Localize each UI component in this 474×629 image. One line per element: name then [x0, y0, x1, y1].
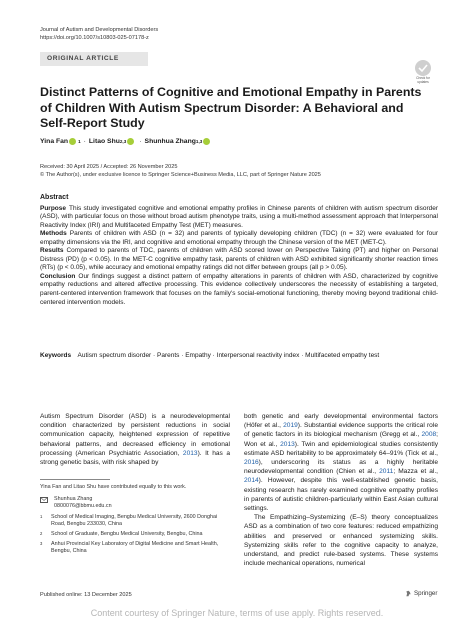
affiliation-number: 3	[40, 541, 43, 546]
received-accepted: Received: 30 April 2025 / Accepted: 26 November 2025	[40, 164, 178, 170]
abstract-text: Compared to parents of TDC, parents of children with ASD scored lower on Perspective Taking (PT) and higher on Personal Distress (PD) (p < 0.05). In the MET-C cognitive empathy task, parents of children with ASD exhibited significantly shorter reaction times (RTs) (p < 0.05), while accuracy and emotional empathy ratings did not differ between groups (all p > 0.05).	[40, 247, 438, 272]
body-text: Autism Spectrum Disorder (ASD) is a neurodevelopmental condition characterized by persistent reductions in social communication capacity, heightened expression of repetitive behavioral patterns, and decreased efficiency in emotional processing (American Psychiatric Association,	[40, 413, 230, 457]
body-text: ; Mazza et al.,	[393, 468, 439, 476]
footnote-divider	[40, 479, 110, 480]
author-separator: ·	[83, 138, 86, 145]
affiliation-number: 2	[40, 531, 43, 536]
body-column-left	[40, 412, 230, 467]
abstract-label: Results	[40, 247, 64, 255]
body-text: ), underscoring its status as a highly heritable neurodevelopmental condition (Chien et al.,	[244, 459, 438, 476]
abstract-text: This study investigated cognitive and emotional empathy profiles in Chinese parents of children with autism spectrum disorder (ASD), with particular focus on those without broad autism phenotype traits, using a multi-method assessment approach that Interpersonal Reactivity Index (IRI) and Multifaceted Empathy Test (MET) measures.	[40, 204, 438, 229]
body-paragraph: The Empathizing–Systemizing (E–S) theory conceptualizes ASD as a combination of two core features: reduced empathizing abilities and preserved or enhanced systemizing skills. Systemizing skills refer to the cognitive capacity to analyze, understand, and predict rule-based systems. These systems include mechanical operations, numerical	[244, 514, 438, 568]
body-text: ). However, despite this well-established genetic basis, existing research has rarely examined cognitive empathy profiles in parents of autistic children-particularly within East Asian cultural settings.	[244, 477, 438, 513]
journal-name: Journal of Autism and Developmental Disorders	[40, 27, 159, 33]
corresponding-author	[40, 496, 232, 510]
abstract-methods	[40, 230, 438, 247]
abstract-conclusion	[40, 273, 438, 307]
citation-link[interactable]: 2014	[244, 477, 259, 485]
citation-link[interactable]: 2013	[182, 449, 198, 457]
check-updates-label: Check for updates	[416, 76, 430, 84]
affiliation	[40, 541, 232, 555]
keywords	[40, 352, 440, 360]
keywords-label: Keywords	[40, 352, 72, 359]
abstract-heading: Abstract	[40, 194, 69, 201]
contact-name: Shunhua Zhang	[54, 496, 93, 502]
abstract-label: Purpose	[40, 204, 67, 212]
keywords-list	[78, 352, 380, 359]
publisher-logo	[405, 590, 437, 597]
body-column-right	[244, 412, 438, 568]
keyword: · Interpersonal reactivity index	[211, 352, 300, 359]
author-affiliation-sup: 1,3	[195, 139, 203, 144]
abstract-text: Our findings suggest a distinct pattern of empathy alterations in parents of children with ASD, characterized by cognitive empathy reductions and altered affective processing. This evidence collectively underscores the necessity of establishing a targeted, parent-centered intervention framework that focuses on the family's social-emotional functioning, thereby moving beyond traditional child-centered intervention models.	[40, 272, 438, 306]
springer-horse-icon	[405, 590, 412, 597]
author-name[interactable]: Litao Shu	[88, 138, 120, 145]
citation-link[interactable]: 2019	[283, 422, 298, 430]
affiliation-text: School of Medical Imaging, Bengbu Medical University, 2600 Donghai Road, Bengbu 233030, China	[51, 514, 218, 527]
doi-link[interactable]: https://doi.org/10.1007/s10803-025-07178-z	[40, 35, 149, 41]
affiliation-text: School of Graduate, Bengbu Medical University, Bengbu, China	[51, 531, 203, 537]
footnotes	[40, 484, 232, 558]
author-separator: ·	[139, 138, 142, 145]
article-dates	[40, 163, 321, 179]
check-updates-icon	[415, 60, 431, 76]
watermark-text: Content courtesy of Springer Nature, terms of use apply. Rights reserved.	[90, 608, 384, 618]
equal-contribution-note: Yina Fan and Litao Shu have contributed equally to this work.	[40, 484, 187, 490]
affiliation-text: Anhui Provincial Key Laboratory of Digital Medicine and Smart Health, Bengbu, China	[51, 541, 219, 554]
author-affiliation-sup: 1	[78, 139, 81, 144]
abstract-label: Methods	[40, 230, 67, 238]
citation-link[interactable]: 2013	[280, 440, 295, 448]
body-text: both genetic and early developmental environmental factors (Höfer et al.,	[244, 413, 438, 430]
orcid-icon[interactable]	[127, 138, 134, 145]
affiliation	[40, 514, 232, 528]
contact-email[interactable]: 0800076@bbmu.edu.cn	[54, 503, 112, 509]
check-for-updates-button[interactable]	[412, 60, 434, 84]
abstract-results	[40, 247, 438, 273]
copyright-line: © The Author(s), under exclusive licence to Springer Science+Business Media, LLC, part of Springer Nature 2025	[40, 172, 321, 179]
author-affiliation-sup: 2,3	[119, 139, 127, 144]
paper-title: Distinct Patterns of Cognitive and Emotional Empathy in Parents of Children With Autism Spectrum Disorder: A Behavioral and Self-Report Study	[40, 85, 422, 131]
abstract-text: Parents of children with ASD (n = 32) and parents of typically developing children (TDC) (n = 32) were evaluated for four empathy dimensions via the IRI, and cognitive and emotional empathy through the Chinese version of the MET (MET-C).	[40, 230, 438, 246]
keyword: · Parents	[151, 352, 179, 359]
abstract-label: Conclusion	[40, 272, 76, 280]
body-text: ). Twin and epidemiological studies consistently estimate ASD heritability to be approximately 64–91% (Tick et al.,	[244, 440, 438, 457]
keyword: · Empathy	[179, 352, 210, 359]
journal-header	[40, 26, 158, 42]
keyword: Autism spectrum disorder	[77, 352, 152, 359]
author-name[interactable]: Yina Fan	[40, 138, 69, 145]
publisher-name: Springer	[414, 590, 438, 597]
abstract	[40, 194, 438, 307]
citation-link[interactable]: 2011	[379, 468, 394, 476]
orcid-icon[interactable]	[203, 138, 210, 145]
body-text: ; Won et al.,	[244, 431, 438, 448]
affiliation	[40, 531, 232, 538]
orcid-icon[interactable]	[69, 138, 76, 145]
citation-link[interactable]: 2016	[244, 459, 259, 467]
keyword: · Multifaceted empathy test	[299, 352, 379, 359]
abstract-purpose	[40, 205, 438, 231]
body-text: ). It has a strong genetic basis, with risk shaped by	[40, 449, 230, 467]
author-list	[40, 138, 212, 145]
citation-link[interactable]: 2008	[421, 431, 437, 439]
published-date: Published online: 13 December 2025	[40, 592, 132, 598]
author-name[interactable]: Shunhua Zhang	[144, 138, 196, 145]
article-type-banner: ORIGINAL ARTICLE	[40, 52, 148, 66]
body-paragraph	[244, 412, 438, 513]
envelope-icon	[40, 497, 48, 503]
affiliation-number: 1	[40, 514, 43, 519]
body-text: ). Substantial evidence supports the critical role of genetic factors in its biological mechanism (Gregg et al.,	[244, 422, 438, 439]
